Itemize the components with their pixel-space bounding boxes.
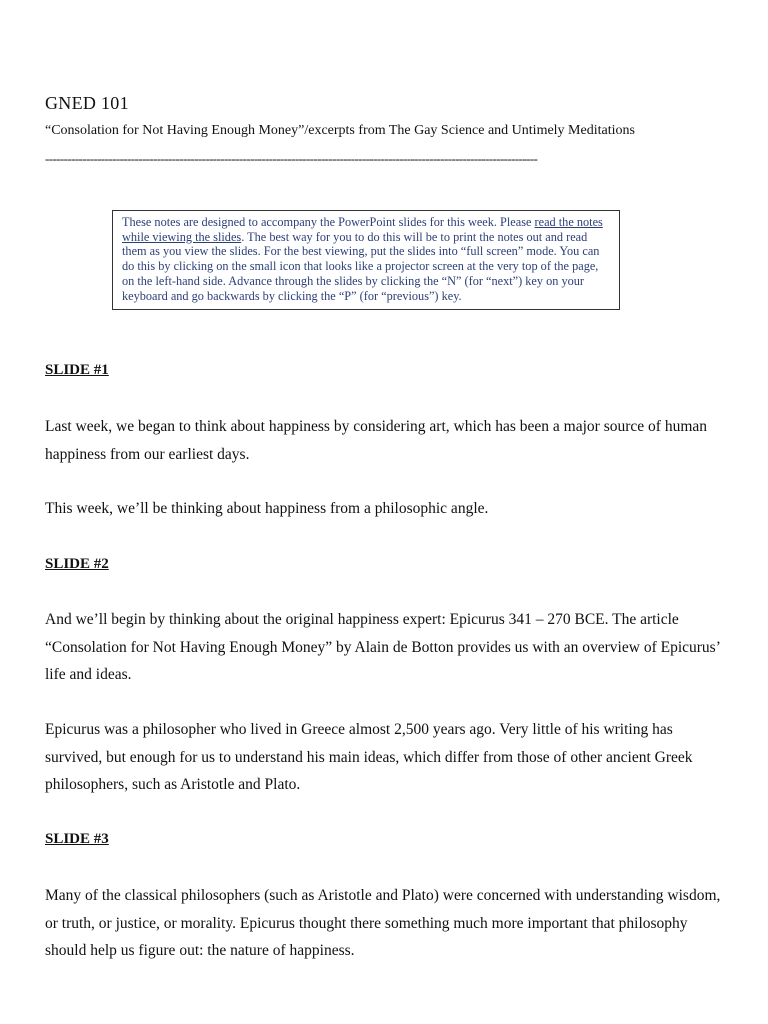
slide-3-paragraph-1: Many of the classical philosophers (such as Aristotle and Plato) were concerned with understanding wisdom, or truth, or justice, or morality. Epicurus thought there something much more important that philosophy should help us figure out: the nature of happiness. bbox=[45, 887, 721, 959]
slide-1-heading: SLIDE #1 bbox=[45, 362, 109, 378]
reading-subtitle: “Consolation for Not Having Enough Money”/excerpts from The Gay Science and Untimely Meditations bbox=[45, 123, 635, 138]
note-text-rest: . The best way for you to do this will be to print the notes out and read them as you view the slides. For the best viewing, put the slides into “full screen” mode. You can do this by clicking on the small icon that looks like a projector screen at the very top of the page, on the left-hand side. Advance through the slides by clicking the “N” (for “next”) key on your keyboard and go backwards by clicking the “P” (for “previous”) key. bbox=[122, 229, 600, 303]
slide-2-heading: SLIDE #2 bbox=[45, 556, 109, 572]
dashed-divider: ------------------------------------------------------------------------------------------------------------------------------------ bbox=[45, 151, 538, 166]
course-title: GNED 101 bbox=[45, 93, 129, 113]
instructions-note-box bbox=[112, 210, 620, 310]
note-underlined-instruction: read the notes while viewing the slides bbox=[122, 215, 603, 244]
slide-1-paragraph-1: Last week, we began to think about happiness by considering art, which has been a major source of human happiness from our earliest days. bbox=[45, 418, 708, 463]
slide-2-paragraph-2: Epicurus was a philosopher who lived in Greece almost 2,500 years ago. Very little of his writing has survived, but enough for us to understand his main ideas, which differ from those of other ancient Greek philosophers, such as Aristotle and Plato. bbox=[45, 721, 693, 793]
slide-1-paragraph-2: This week, we’ll be thinking about happiness from a philosophic angle. bbox=[45, 500, 489, 517]
note-text-start: These notes are designed to accompany the PowerPoint slides for this week. Please bbox=[122, 215, 535, 229]
slide-2-paragraph-1: And we’ll begin by thinking about the original happiness expert: Epicurus 341 – 270 BCE. The article “Consolation for Not Having Enough Money” by Alain de Botton provides us with an overview of Epicurus’ life and ideas. bbox=[45, 611, 720, 683]
slide-3-heading: SLIDE #3 bbox=[45, 831, 109, 847]
